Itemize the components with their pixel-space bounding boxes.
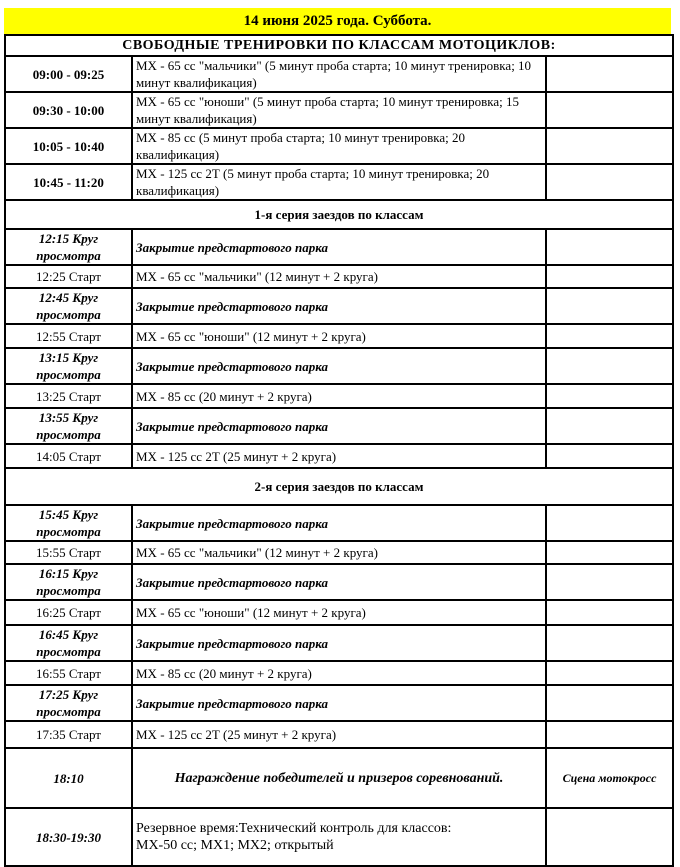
table-row [5,444,673,468]
series2-header-row [5,468,673,505]
reserve-description [132,808,546,866]
time-cell: 12:25 Старт [5,265,132,288]
table-row [5,348,673,384]
note-cell [546,164,673,200]
note-cell [546,541,673,564]
award-row [5,748,673,808]
time-cell: 18:10 [5,748,132,808]
reserve-line-1: Резервное время:Технический контроль для классов: [136,821,452,836]
description-cell: Закрытие предстартового парка [132,505,546,541]
time-cell: 15:45 Круг просмотра [5,505,132,541]
description-cell: МХ - 85 сс (5 минут проба старта; 10 минут тренировка; 20 квалификация) [132,128,546,164]
table-row [5,229,673,265]
description-cell: Закрытие предстартового парка [132,564,546,600]
time-cell: 13:15 Круг просмотра [5,348,132,384]
table-row [5,92,673,128]
series2-title: 2-я серия заездов по классам [5,468,673,505]
table-row [5,324,673,348]
description-cell: Закрытие предстартового парка [132,288,546,324]
series1-header-row [5,200,673,229]
table-row [5,288,673,324]
description-cell: Закрытие предстартового парка [132,625,546,661]
note-cell [546,600,673,625]
note-cell [546,444,673,468]
description-cell: МХ - 125 сс 2Т (25 минут + 2 круга) [132,721,546,748]
note-cell [546,288,673,324]
note-cell [546,348,673,384]
time-cell: 16:45 Круг просмотра [5,625,132,661]
free-practice-header-row [5,35,673,56]
description-cell: МХ - 65 сс "мальчики" (12 минут + 2 круга) [132,541,546,564]
note-cell [546,625,673,661]
award-description: Награждение победителей и призеров соревнований. [132,748,546,808]
date-title: 14 июня 2025 года. Суббота. [243,13,432,29]
note-cell [546,128,673,164]
time-cell: 15:55 Старт [5,541,132,564]
note-cell [546,564,673,600]
time-cell: 09:00 - 09:25 [5,56,132,92]
time-cell: 09:30 - 10:00 [5,92,132,128]
table-row [5,685,673,721]
table-row [5,661,673,685]
time-cell: 12:15 Круг просмотра [5,229,132,265]
time-cell: 13:25 Старт [5,384,132,408]
note-cell [546,661,673,685]
table-row [5,625,673,661]
note-cell [546,56,673,92]
note-cell [546,685,673,721]
table-row [5,56,673,92]
time-cell: 16:15 Круг просмотра [5,564,132,600]
description-cell: Закрытие предстартового парка [132,685,546,721]
table-row [5,721,673,748]
description-cell: МХ - 85 сс (20 минут + 2 круга) [132,661,546,685]
free-practice-title: СВОБОДНЫЕ ТРЕНИРОВКИ ПО КЛАССАМ МОТОЦИКЛОВ: [5,35,673,56]
note-cell [546,808,673,866]
description-cell: МХ - 125 сс 2Т (25 минут + 2 круга) [132,444,546,468]
time-cell: 16:55 Старт [5,661,132,685]
schedule-table [4,34,674,867]
time-cell: 13:55 Круг просмотра [5,408,132,444]
time-cell: 12:45 Круг просмотра [5,288,132,324]
table-row [5,564,673,600]
note-cell [546,408,673,444]
reserve-line-2: МХ-50 сс; МХ1; МХ2; открытый [136,838,334,853]
description-cell: МХ - 65 сс "юноши" (12 минут + 2 круга) [132,600,546,625]
table-row [5,505,673,541]
description-cell: МХ - 125 сс 2Т (5 минут проба старта; 10 минут тренировка; 20 квалификация) [132,164,546,200]
table-row [5,541,673,564]
description-cell: МХ - 85 сс (20 минут + 2 круга) [132,384,546,408]
table-row [5,164,673,200]
description-cell: МХ - 65 сс "юноши" (12 минут + 2 круга) [132,324,546,348]
time-cell: 17:25 Круг просмотра [5,685,132,721]
table-row [5,128,673,164]
note-cell [546,384,673,408]
note-cell [546,324,673,348]
description-cell: МХ - 65 сс "мальчики" (12 минут + 2 круга) [132,265,546,288]
note-cell [546,92,673,128]
series1-title: 1-я серия заездов по классам [5,200,673,229]
note-cell [546,265,673,288]
description-cell: МХ - 65 сс "юноши" (5 минут проба старта; 10 минут тренировка; 15 минут квалификация) [132,92,546,128]
description-cell: МХ - 65 сс "мальчики" (5 минут проба старта; 10 минут тренировка; 10 минут квалификация) [132,56,546,92]
description-cell: Закрытие предстартового парка [132,348,546,384]
table-row [5,384,673,408]
table-row [5,408,673,444]
table-row [5,600,673,625]
time-cell: 12:55 Старт [5,324,132,348]
reserve-row [5,808,673,866]
description-cell: Закрытие предстартового парка [132,408,546,444]
time-cell: 18:30-19:30 [5,808,132,866]
note-cell [546,721,673,748]
time-cell: 10:45 - 11:20 [5,164,132,200]
note-cell [546,505,673,541]
time-cell: 17:35 Старт [5,721,132,748]
description-cell: Закрытие предстартового парка [132,229,546,265]
time-cell: 10:05 - 10:40 [5,128,132,164]
venue-cell: Сцена мотокросс [546,748,673,808]
time-cell: 16:25 Старт [5,600,132,625]
table-row [5,265,673,288]
date-title-bar [4,8,671,35]
time-cell: 14:05 Старт [5,444,132,468]
note-cell [546,229,673,265]
